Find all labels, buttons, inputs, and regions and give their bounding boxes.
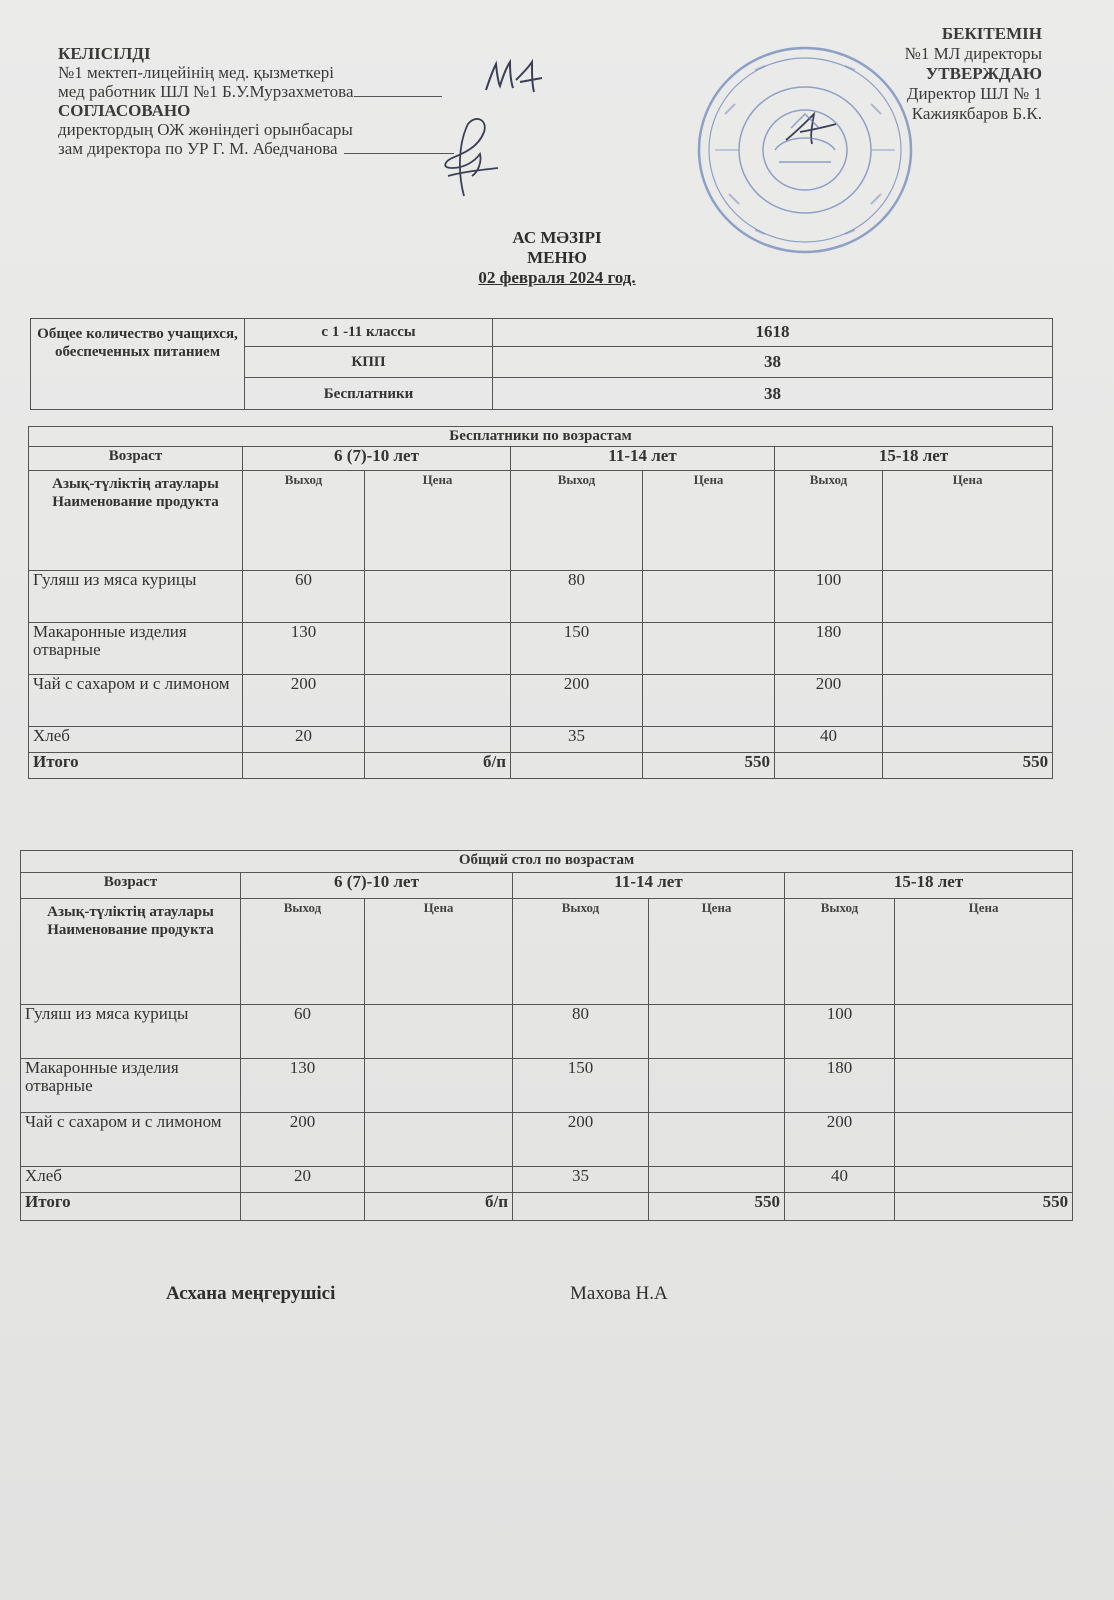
yield-value: 200 bbox=[513, 1113, 649, 1167]
price-cell bbox=[895, 1005, 1073, 1059]
price-cell bbox=[365, 1167, 513, 1193]
title-kz: АС МӘЗІРІ bbox=[512, 228, 602, 247]
price-cell bbox=[649, 1167, 785, 1193]
price-cell bbox=[643, 623, 775, 675]
age-group-header: 11-14 лет bbox=[513, 873, 785, 899]
price-cell bbox=[883, 675, 1053, 727]
kz-med-worker-line: №1 мектеп-лицейінің мед. қызметкері bbox=[58, 63, 334, 82]
price-header: Цена bbox=[883, 471, 1053, 571]
age-group-header: 6 (7)-10 лет bbox=[243, 447, 511, 471]
table-row bbox=[21, 1005, 1073, 1059]
table-title: Бесплатники по возрастам bbox=[29, 427, 1053, 447]
product-name: Чай с сахаром и с лимоном bbox=[21, 1113, 241, 1167]
summary-row-value: 1618 bbox=[493, 319, 1053, 347]
yield-header: Выход bbox=[511, 471, 643, 571]
approval-block-left bbox=[58, 44, 454, 158]
price-header: Цена bbox=[365, 471, 511, 571]
price-cell bbox=[883, 727, 1053, 753]
kz-agreed-title: КЕЛІСІЛДІ bbox=[58, 44, 151, 63]
table-row bbox=[21, 1113, 1073, 1167]
product-name: Хлеб bbox=[21, 1167, 241, 1193]
title-ru: МЕНЮ bbox=[527, 248, 587, 267]
kz-director-line: №1 МЛ директоры bbox=[904, 44, 1042, 63]
price-cell bbox=[895, 1167, 1073, 1193]
price-cell bbox=[643, 727, 775, 753]
ru-med-worker-line: мед работник ШЛ №1 Б.У.Мурзахметова bbox=[58, 82, 454, 101]
kz-deputy-line: директордың ОЖ жөніндегі орынбасары bbox=[58, 120, 353, 139]
table-row bbox=[29, 675, 1053, 727]
total-label: Итого bbox=[21, 1193, 241, 1221]
age-label: Возраст bbox=[29, 447, 243, 471]
total-value: 550 bbox=[649, 1193, 785, 1221]
table-title: Общий стол по возрастам bbox=[21, 851, 1073, 873]
price-cell bbox=[365, 1059, 513, 1113]
total-value: 550 bbox=[643, 753, 775, 779]
yield-header: Выход bbox=[775, 471, 883, 571]
signature-deputy bbox=[428, 114, 508, 206]
menu-date: 02 февраля 2024 год. bbox=[478, 268, 636, 287]
age-group-header: 6 (7)-10 лет bbox=[241, 873, 513, 899]
age-group-header: 15-18 лет bbox=[775, 447, 1053, 471]
total-label: Итого bbox=[29, 753, 243, 779]
official-seal bbox=[695, 44, 915, 256]
ru-director-line: Директор ШЛ № 1 bbox=[906, 84, 1042, 103]
table-row bbox=[21, 1059, 1073, 1113]
summary-row-label: Бесплатники bbox=[245, 378, 493, 410]
price-header: Цена bbox=[643, 471, 775, 571]
product-name: Чай с сахаром и с лимоном bbox=[29, 675, 243, 727]
age-label: Возраст bbox=[21, 873, 241, 899]
yield-value: 180 bbox=[775, 623, 883, 675]
free-meals-table bbox=[28, 426, 1053, 779]
total-value: б/п bbox=[365, 753, 511, 779]
yield-header: Выход bbox=[243, 471, 365, 571]
summary-table bbox=[30, 318, 1053, 410]
price-cell bbox=[365, 675, 511, 727]
general-menu-table bbox=[20, 850, 1073, 1221]
yield-value: 130 bbox=[241, 1059, 365, 1113]
total-row bbox=[21, 1193, 1073, 1221]
yield-header: Выход bbox=[785, 899, 895, 1005]
yield-value: 200 bbox=[775, 675, 883, 727]
total-value: 550 bbox=[883, 753, 1053, 779]
yield-value: 40 bbox=[785, 1167, 895, 1193]
price-cell bbox=[643, 571, 775, 623]
age-group-header: 15-18 лет bbox=[785, 873, 1073, 899]
document-title bbox=[0, 228, 1114, 288]
ru-agreed-title: СОГЛАСОВАНО bbox=[58, 101, 191, 120]
yield-header: Выход bbox=[241, 899, 365, 1005]
yield-value: 200 bbox=[785, 1113, 895, 1167]
age-group-header: 11-14 лет bbox=[511, 447, 775, 471]
price-cell bbox=[883, 571, 1053, 623]
table-row bbox=[29, 727, 1053, 753]
yield-value: 35 bbox=[511, 727, 643, 753]
canteen-head-label: Асхана меңгерушісі bbox=[166, 1283, 336, 1304]
table-row bbox=[21, 1167, 1073, 1193]
summary-label: Общее количество учащихся, обеспеченных питанием bbox=[31, 319, 245, 410]
yield-value: 200 bbox=[511, 675, 643, 727]
summary-row-label: КПП bbox=[245, 346, 493, 378]
price-cell bbox=[649, 1005, 785, 1059]
price-header: Цена bbox=[649, 899, 785, 1005]
signature-line bbox=[354, 96, 442, 97]
summary-row-value: 38 bbox=[493, 346, 1053, 378]
yield-value: 100 bbox=[775, 571, 883, 623]
yield-value: 180 bbox=[785, 1059, 895, 1113]
price-header: Цена bbox=[365, 899, 513, 1005]
yield-value: 60 bbox=[243, 571, 365, 623]
product-name: Хлеб bbox=[29, 727, 243, 753]
canteen-head-name: Махова Н.А bbox=[570, 1283, 668, 1304]
product-name: Макаронные изделия отварные bbox=[21, 1059, 241, 1113]
summary-row-value: 38 bbox=[493, 378, 1053, 410]
price-cell bbox=[883, 623, 1053, 675]
total-row bbox=[29, 753, 1053, 779]
product-header: Азық-түліктің атаулары Наименование продукта bbox=[29, 471, 243, 571]
ru-deputy-line: зам директора по УР Г. М. Абедчанова bbox=[58, 139, 454, 158]
yield-value: 200 bbox=[243, 675, 365, 727]
price-cell bbox=[643, 675, 775, 727]
price-cell bbox=[365, 1005, 513, 1059]
yield-value: 40 bbox=[775, 727, 883, 753]
yield-header: Выход bbox=[513, 899, 649, 1005]
signature-med-worker bbox=[480, 56, 546, 100]
table-row bbox=[29, 623, 1053, 675]
yield-value: 35 bbox=[513, 1167, 649, 1193]
yield-value: 20 bbox=[243, 727, 365, 753]
yield-value: 80 bbox=[513, 1005, 649, 1059]
yield-value: 20 bbox=[241, 1167, 365, 1193]
product-name: Макаронные изделия отварные bbox=[29, 623, 243, 675]
ru-director-name: Кажиякбаров Б.К. bbox=[911, 104, 1042, 123]
yield-value: 100 bbox=[785, 1005, 895, 1059]
yield-value: 80 bbox=[511, 571, 643, 623]
price-cell bbox=[895, 1113, 1073, 1167]
yield-value: 130 bbox=[243, 623, 365, 675]
price-cell bbox=[365, 727, 511, 753]
approval-block-right bbox=[905, 24, 1042, 124]
price-cell bbox=[365, 571, 511, 623]
product-name: Гуляш из мяса курицы bbox=[29, 571, 243, 623]
total-value: 550 bbox=[895, 1193, 1073, 1221]
yield-value: 150 bbox=[513, 1059, 649, 1113]
yield-value: 150 bbox=[511, 623, 643, 675]
price-cell bbox=[365, 1113, 513, 1167]
price-cell bbox=[895, 1059, 1073, 1113]
yield-value: 200 bbox=[241, 1113, 365, 1167]
kz-approve-title: БЕКІТЕМІН bbox=[941, 24, 1042, 43]
price-cell bbox=[649, 1059, 785, 1113]
price-cell bbox=[365, 623, 511, 675]
summary-row-label: с 1 -11 классы bbox=[245, 319, 493, 347]
product-header: Азық-түліктің атаулары Наименование продукта bbox=[21, 899, 241, 1005]
yield-value: 60 bbox=[241, 1005, 365, 1059]
table-row bbox=[29, 571, 1053, 623]
product-name: Гуляш из мяса курицы bbox=[21, 1005, 241, 1059]
total-value: б/п bbox=[365, 1193, 513, 1221]
ru-approve-title: УТВЕРЖДАЮ bbox=[925, 64, 1042, 83]
price-header: Цена bbox=[895, 899, 1073, 1005]
price-cell bbox=[649, 1113, 785, 1167]
